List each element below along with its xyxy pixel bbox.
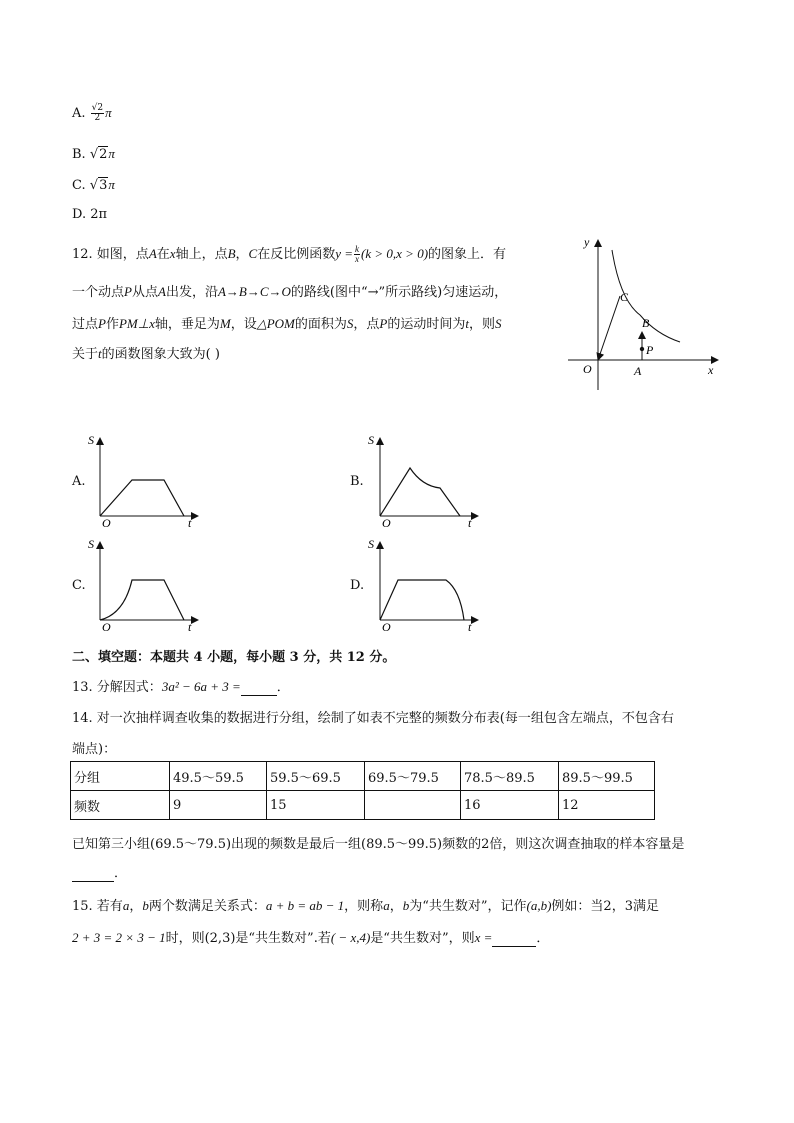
graph-b-label: B. bbox=[350, 474, 364, 489]
svg-text:O: O bbox=[382, 516, 391, 530]
label-c: C bbox=[620, 290, 629, 304]
graph-d-curve bbox=[380, 580, 464, 620]
svg-text:S: S bbox=[368, 433, 374, 447]
point-p bbox=[640, 347, 644, 351]
graph-d-label: D. bbox=[350, 578, 365, 593]
svg-text:S: S bbox=[88, 433, 94, 447]
svg-text:O: O bbox=[382, 620, 391, 634]
svg-text:t: t bbox=[468, 516, 472, 530]
answer-blank[interactable] bbox=[241, 680, 277, 696]
graph-a-label: A. bbox=[72, 474, 86, 489]
q14-after1: 已知第三小组(69.5～79.5)出现的频数是最后一组(89.5～99.5)频数的2倍，则这次调查抽取的样本容量是 bbox=[72, 837, 685, 852]
table-cell: 频数 bbox=[71, 791, 170, 820]
svg-text:t: t bbox=[468, 620, 472, 634]
table-cell: 59.5～69.5 bbox=[267, 762, 365, 791]
q13: 13. 分解因式：3a² − 6a + 3 = ． bbox=[72, 679, 290, 695]
table-row bbox=[71, 791, 655, 820]
graph-b bbox=[366, 430, 486, 530]
svg-text:O: O bbox=[102, 620, 111, 634]
q12-figure bbox=[560, 230, 730, 395]
option-a: A. $\frac{√2}{2}$ π bbox=[72, 103, 112, 123]
fraction: $\frac{√2}{2}$ bbox=[91, 103, 104, 123]
table-cell: 分组 bbox=[71, 762, 170, 791]
table-cell: 12 bbox=[559, 791, 655, 820]
graph-a bbox=[86, 430, 206, 530]
section-heading: 二、填空题：本题共 4 小题，每小题 3 分，共 12 分。 bbox=[72, 650, 396, 665]
table-cell: 78.5～89.5 bbox=[461, 762, 559, 791]
table-row bbox=[71, 762, 655, 791]
label-a: A bbox=[634, 364, 642, 378]
graph-b-curve bbox=[380, 468, 460, 516]
table-cell: 9 bbox=[170, 791, 267, 820]
table-cell: 16 bbox=[461, 791, 559, 820]
graph-c-curve bbox=[100, 580, 184, 620]
q14-line1: 14. 对一次抽样调查收集的数据进行分组，绘制了如表不完整的频数分布表(每一组包含左端点，不包含右 bbox=[72, 711, 674, 726]
table-cell bbox=[365, 791, 461, 820]
q14-after2: ． bbox=[72, 862, 127, 882]
label-p: P bbox=[646, 343, 654, 357]
answer-blank[interactable] bbox=[492, 931, 536, 947]
option-c: C. √3π bbox=[72, 177, 115, 193]
q12-line1: 12. 如图，点A在x轴上，点B，C在反比例函数y = $\frac{k}{x}$ (k > 0,x > 0)的图象上．有 bbox=[72, 244, 507, 264]
table-cell: 49.5～59.5 bbox=[170, 762, 267, 791]
answer-blank[interactable] bbox=[72, 866, 114, 882]
svg-text:S: S bbox=[88, 537, 94, 551]
graph-c-label: C. bbox=[72, 578, 86, 593]
table-cell: 89.5～99.5 bbox=[559, 762, 655, 791]
graph-c bbox=[86, 534, 206, 634]
svg-text:S: S bbox=[368, 537, 374, 551]
svg-text:O: O bbox=[102, 516, 111, 530]
table-cell: 69.5～79.5 bbox=[365, 762, 461, 791]
label-y: y bbox=[584, 235, 590, 249]
frequency-table bbox=[70, 761, 655, 820]
svg-text:t: t bbox=[188, 516, 192, 530]
q12-line4: 关于t的函数图象大致为( ) bbox=[72, 346, 220, 362]
q15-line1: 15. 若有a，b两个数满足关系式：a + b = ab − 1，则称a，b为“共生数对”，记作(a,b)例如：当2，3满足 bbox=[72, 898, 659, 914]
option-d: D. 2π bbox=[72, 207, 108, 222]
table-cell: 15 bbox=[267, 791, 365, 820]
q12-line3: 过点P作PM⊥x轴，垂足为M，设△POM的面积为S，点P的运动时间为t，则S bbox=[72, 316, 502, 332]
graph-d bbox=[366, 534, 486, 634]
q15-line2: 2 + 3 = 2 × 3 − 1时，则(2,3)是“共生数对”.若( − x,4)是“共生数对”，则x = ． bbox=[72, 930, 550, 946]
svg-text:t: t bbox=[188, 620, 192, 634]
option-b: B. √2π bbox=[72, 146, 115, 162]
q14-line2: 端点)： bbox=[72, 742, 117, 757]
label-x: x bbox=[708, 363, 714, 377]
label-b: B bbox=[642, 316, 650, 330]
q12-line2: 一个动点P从点A出发，沿A→B→C→O的路线(图中“→”所示路线)匀速运动， bbox=[72, 284, 508, 300]
label-o: O bbox=[583, 362, 592, 376]
segment-co bbox=[598, 296, 620, 360]
graph-a-curve bbox=[100, 480, 184, 516]
